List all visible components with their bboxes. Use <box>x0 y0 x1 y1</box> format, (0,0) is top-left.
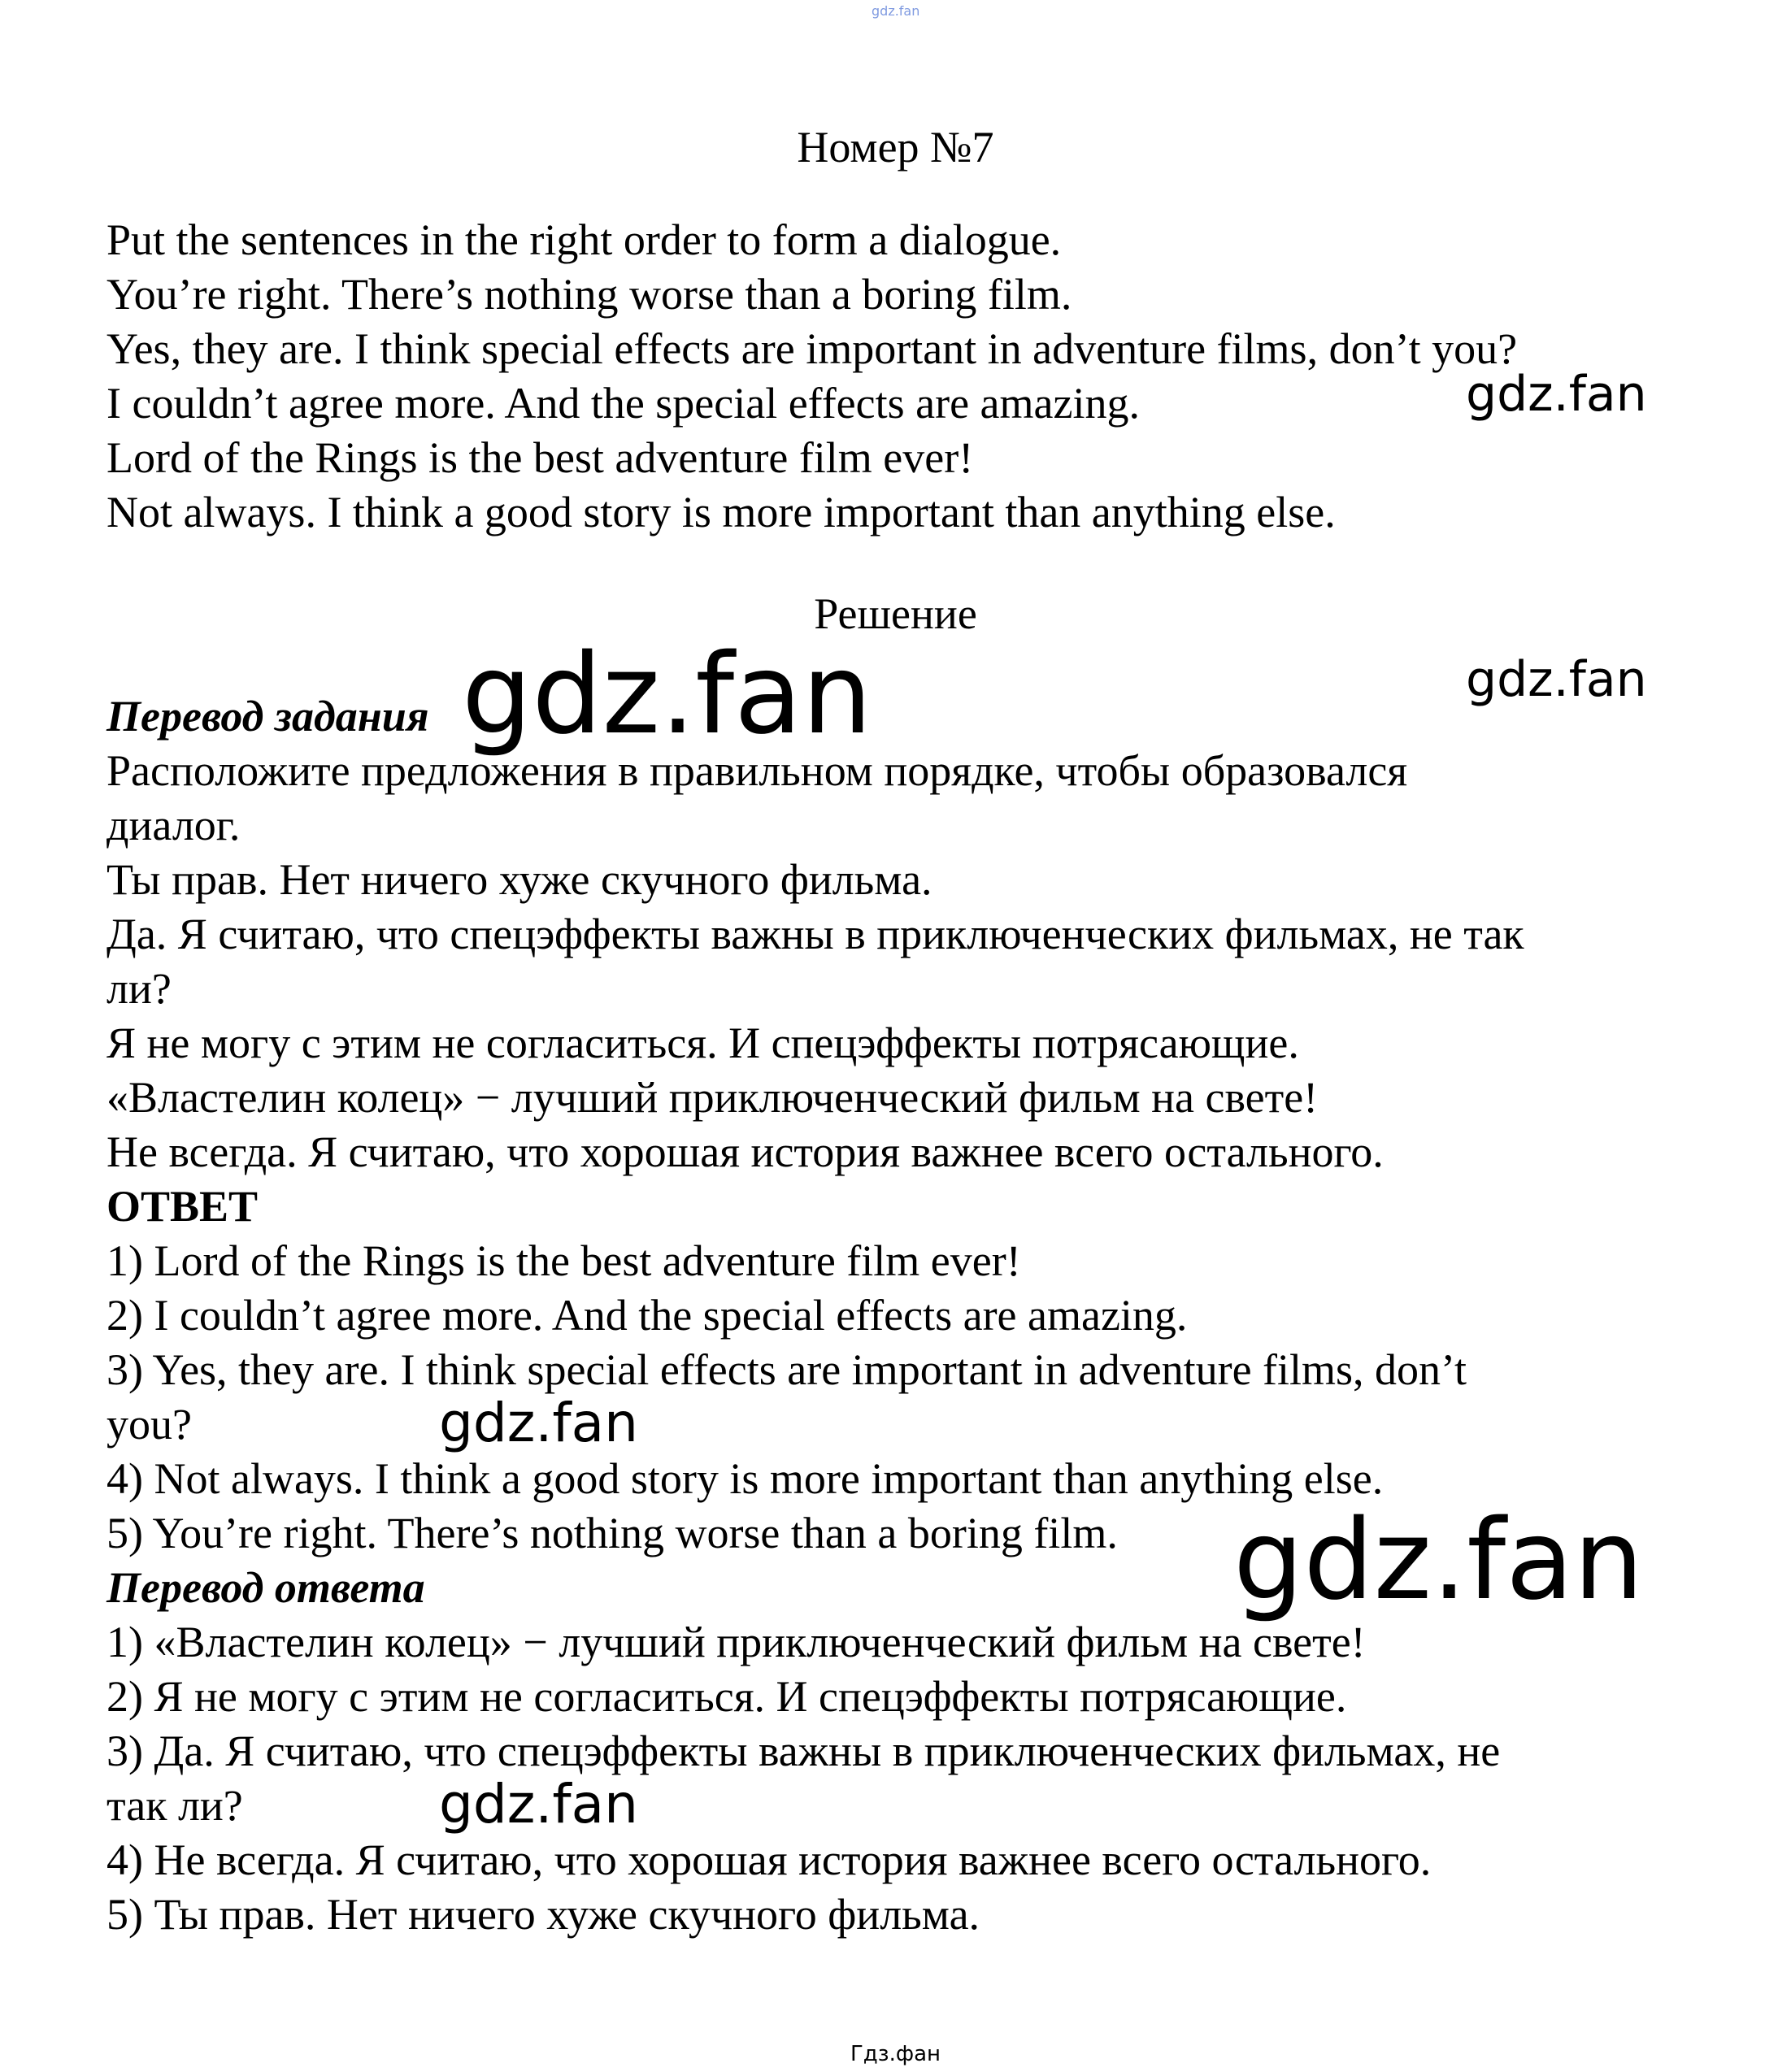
answer-line: 3) Yes, they are. I think special effects are important in adventure films, don’t <box>107 1345 1467 1394</box>
answer-translation-heading: Перевод ответа <box>107 1563 425 1612</box>
translation-line: Да. Я считаю, что спецэффекты важны в приключенческих фильмах, не так <box>107 910 1524 958</box>
page-title: Номер №7 <box>797 123 994 172</box>
task-sentence: Yes, they are. I think special effects are important in adventure films, don’t you? <box>107 324 1518 373</box>
translation-line: диалог. <box>107 801 241 849</box>
task-sentence: Not always. I think a good story is more important than anything else. <box>107 488 1336 536</box>
answer-line: 1) Lord of the Rings is the best adventure film ever! <box>107 1236 1021 1285</box>
task-sentence: I couldn’t agree more. And the special effects are amazing. <box>107 379 1140 428</box>
task-sentence: You’re right. There’s nothing worse than a boring film. <box>107 270 1072 319</box>
answer-translation-line: 2) Я не могу с этим не согласиться. И спецэффекты потрясающие. <box>107 1672 1347 1721</box>
top-watermark: gdz.fan <box>872 3 920 19</box>
watermark: gdz.fan <box>1466 366 1647 423</box>
watermark: gdz.fan <box>1466 651 1647 708</box>
answer-translation-line: 5) Ты прав. Нет ничего хуже скучного фильма. <box>107 1890 980 1939</box>
task-instruction: Put the sentences in the right order to form a dialogue. <box>107 215 1062 264</box>
answer-translation-line: так ли? <box>107 1781 243 1830</box>
translation-line: Ты прав. Нет ничего хуже скучного фильма. <box>107 855 932 904</box>
answer-line: 5) You’re right. There’s nothing worse than a boring film. <box>107 1509 1118 1557</box>
footer-label: Гдз.фан <box>850 2042 941 2066</box>
translation-line: Я не могу с этим не согласиться. И спецэффекты потрясающие. <box>107 1019 1299 1067</box>
solution-heading: Решение <box>814 589 977 638</box>
answer-translation-line: 1) «Властелин колец» − лучший приключенческий фильм на свете! <box>107 1618 1366 1666</box>
watermark: gdz.fan <box>439 1773 638 1835</box>
translation-line: Не всегда. Я считаю, что хорошая история важнее всего остального. <box>107 1127 1384 1176</box>
task-translation-heading: Перевод задания <box>107 692 429 741</box>
task-sentence: Lord of the Rings is the best adventure film ever! <box>107 433 974 482</box>
answer-translation-line: 4) Не всегда. Я считаю, что хорошая история важнее всего остального. <box>107 1835 1432 1884</box>
watermark: gdz.fan <box>462 631 872 759</box>
translation-line: «Властелин колец» − лучший приключенческий фильм на свете! <box>107 1073 1319 1122</box>
answer-line: you? <box>107 1400 192 1449</box>
answer-line: 4) Not always. I think a good story is more important than anything else. <box>107 1454 1384 1503</box>
translation-line: Расположите предложения в правильном порядке, чтобы образовался <box>107 746 1408 795</box>
watermark: gdz.fan <box>1233 1496 1644 1625</box>
watermark: gdz.fan <box>439 1392 638 1454</box>
translation-line: ли? <box>107 964 172 1013</box>
answer-translation-line: 3) Да. Я считаю, что спецэффекты важны в приключенческих фильмах, не <box>107 1727 1501 1775</box>
answer-heading: ОТВЕТ <box>107 1182 259 1231</box>
answer-line: 2) I couldn’t agree more. And the special effects are amazing. <box>107 1291 1188 1340</box>
